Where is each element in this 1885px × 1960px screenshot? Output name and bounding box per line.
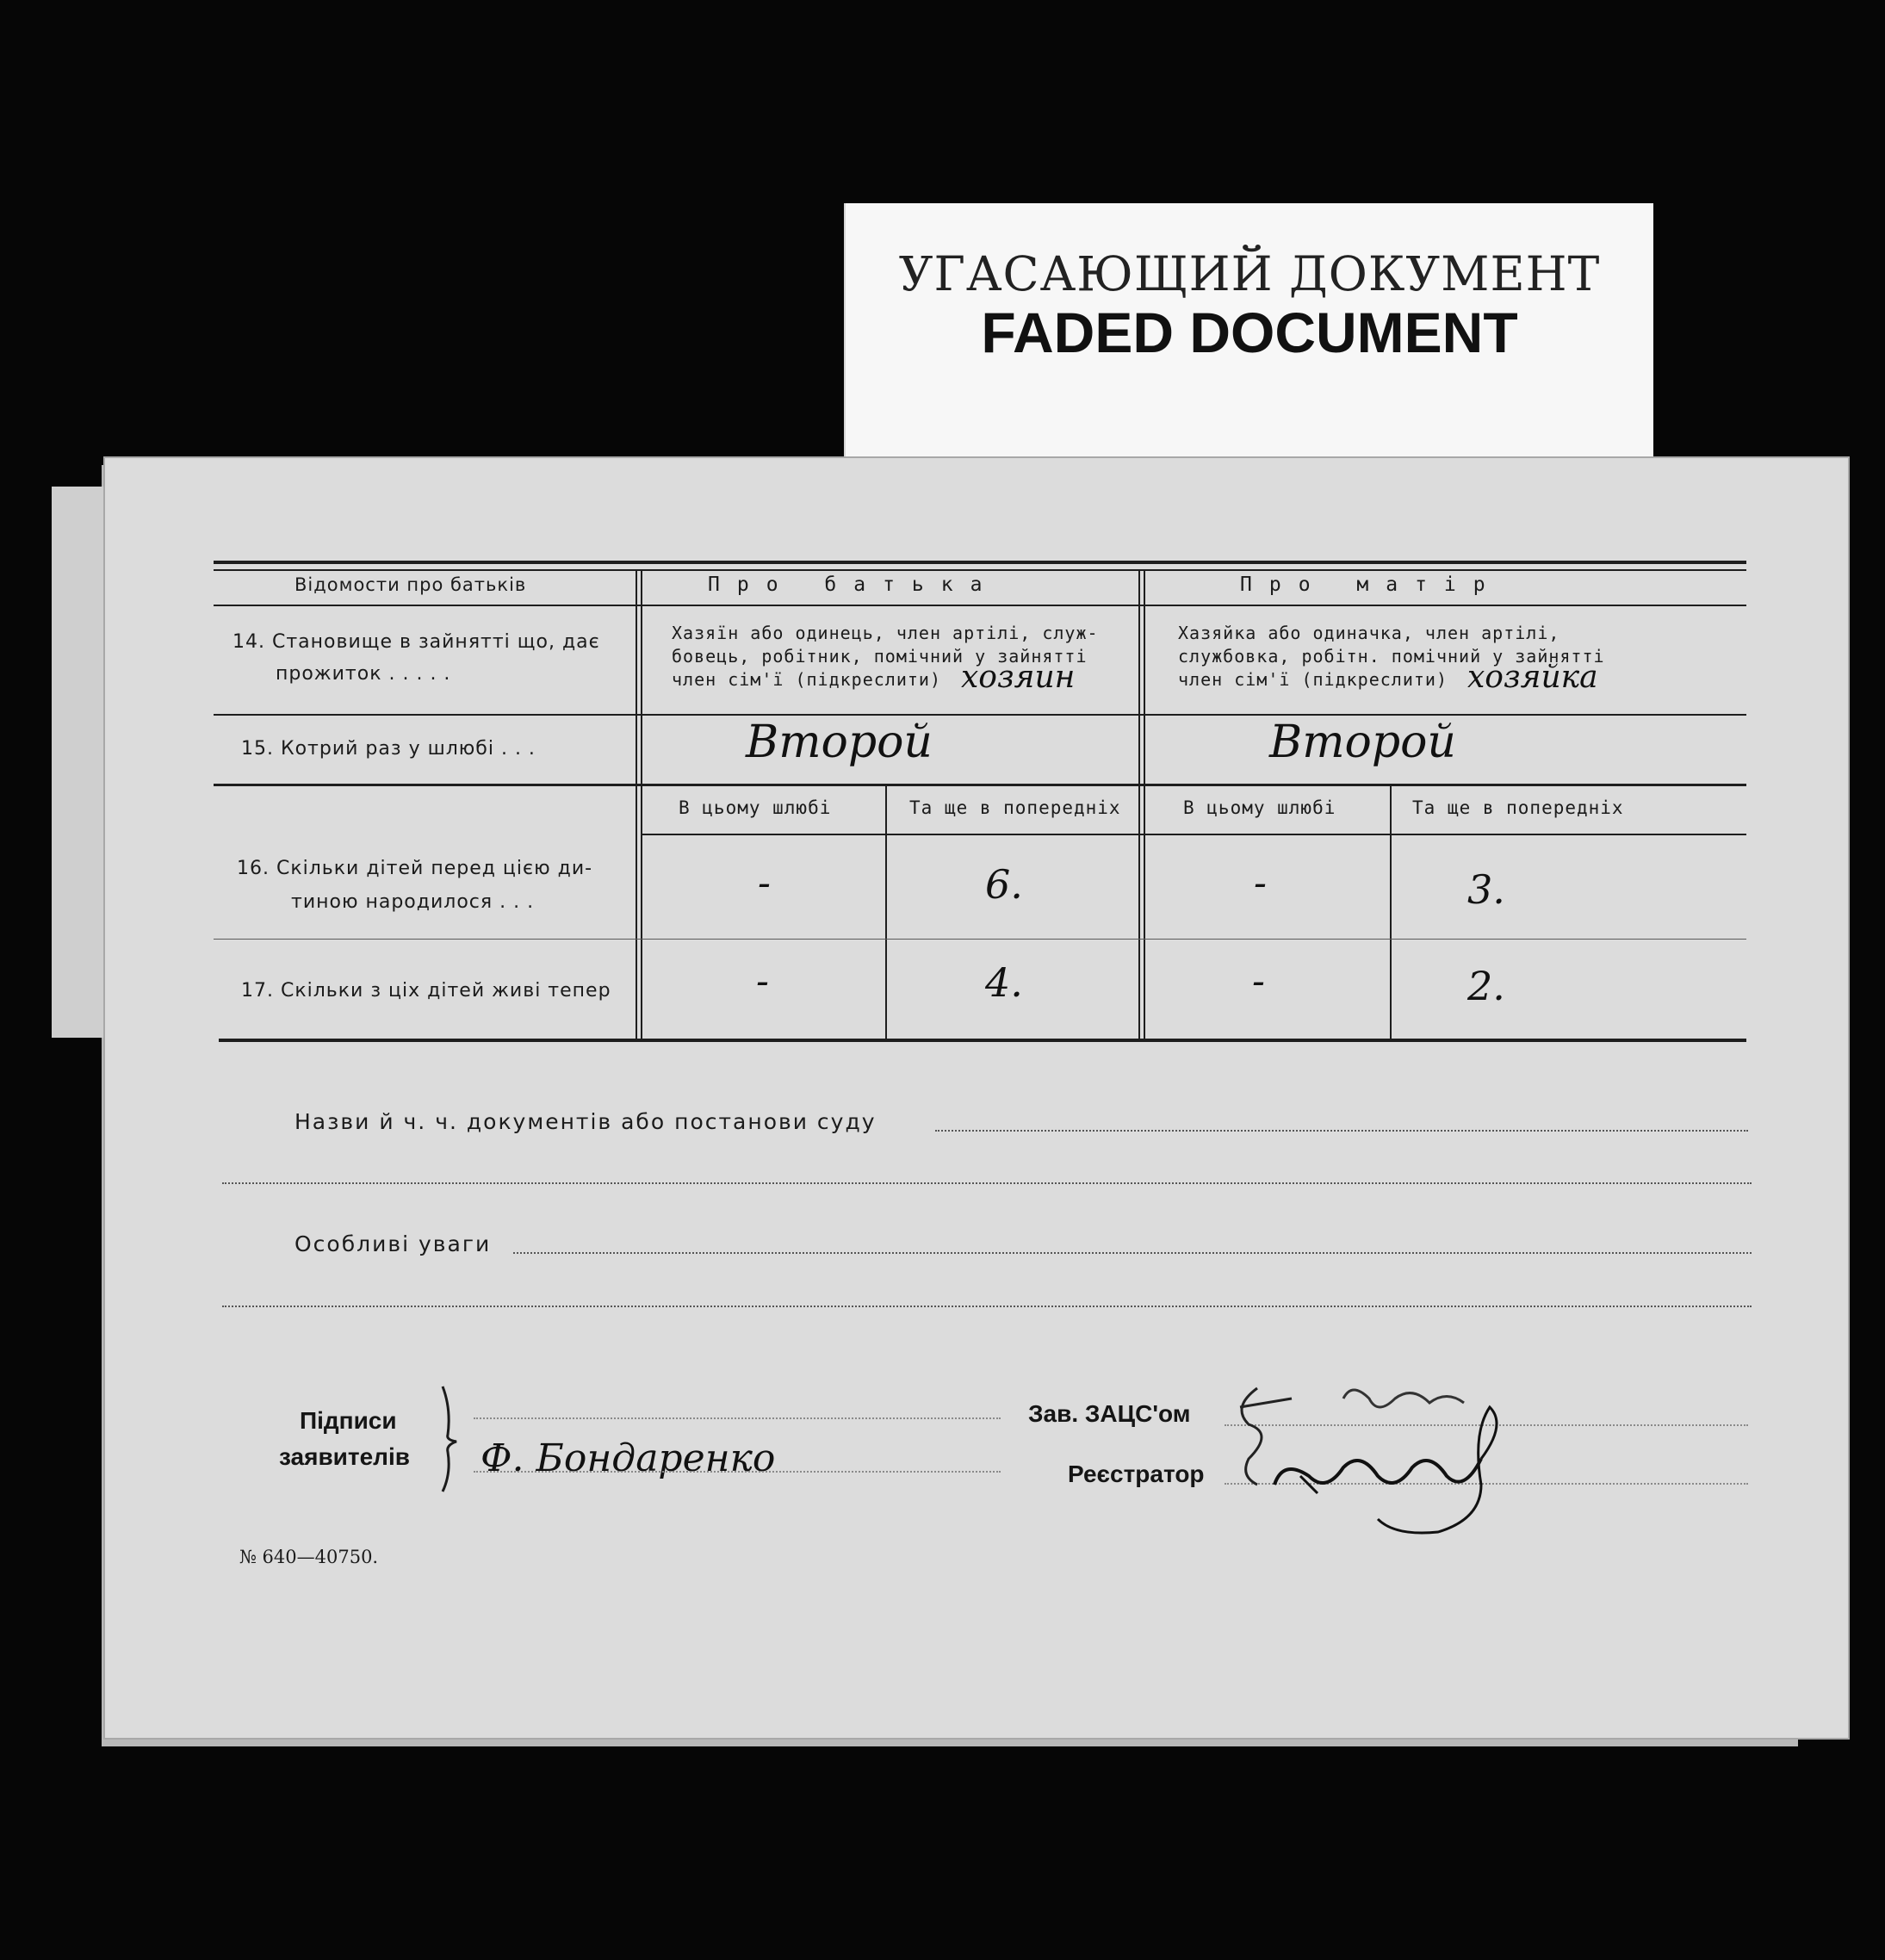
row17-father-prev: 4. xyxy=(985,959,1023,1006)
row16-mother-this: - xyxy=(1254,861,1267,905)
sub-father-this: В цьому шлюбі xyxy=(679,797,832,818)
documents-line-1[interactable] xyxy=(935,1130,1748,1132)
row15-label: 15. Котрий раз у шлюбі . . . xyxy=(241,738,536,760)
row14-mother-2: службовка, робітн. помічний у зайнятті xyxy=(1178,646,1605,667)
subheader-rule xyxy=(642,834,1746,835)
sub-mother-this: В цьому шлюбі xyxy=(1183,797,1336,818)
row16-label-1: 16. Скільки дітей перед цією ди- xyxy=(237,858,593,879)
header-mother: Про матір xyxy=(1240,574,1503,596)
row17-label: 17. Скільки з ціх дітей живі тепер xyxy=(241,980,611,1002)
row14-mother-3: член сім'ї (підкреслити) xyxy=(1178,669,1448,690)
table-bottom-rule xyxy=(219,1039,1746,1042)
row15-father-handwriting: Второй xyxy=(746,716,933,768)
applicant-line-1[interactable] xyxy=(474,1417,1001,1419)
table-top-rule xyxy=(214,561,1746,564)
official-signatures xyxy=(1223,1373,1550,1545)
documents-label: Назви й ч. ч. документів або постанови суду xyxy=(295,1109,877,1134)
documents-line-2[interactable] xyxy=(222,1182,1752,1184)
applicant-signature: Ф. Бондаренко xyxy=(481,1436,776,1480)
row14-label-1: 14. Становище в зайнятті що, дає xyxy=(233,631,600,653)
header-father: Про батька xyxy=(708,574,1000,596)
vline-father-split xyxy=(885,786,887,1041)
label-english: FADED DOCUMENT xyxy=(981,301,1518,364)
row16-label-2: тиною народилося . . . xyxy=(291,891,535,913)
head-label: Зав. ЗАЦС'ом xyxy=(1028,1400,1191,1427)
row14-father-2: бовець, робітник, помічний у зайнятті xyxy=(672,646,1088,667)
form-number: № 640—40750. xyxy=(239,1547,379,1567)
row14-father-1: Хазяїн або одинець, член артілі, служ- xyxy=(672,623,1099,643)
form-sheet xyxy=(103,456,1850,1740)
applicants-label-1: Підписи xyxy=(300,1407,397,1434)
label-russian: УГАСАЮЩИЙ ДОКУМЕНТ xyxy=(898,246,1601,301)
applicants-brace xyxy=(437,1383,463,1495)
vline-b2 xyxy=(1144,569,1145,1041)
row14-label-2: прожиток . . . . . xyxy=(276,663,451,685)
row16-rule xyxy=(214,939,1746,940)
row14-mother-handwriting: хозяйка xyxy=(1467,660,1598,695)
header-rule xyxy=(214,605,1746,606)
row14-rule xyxy=(214,714,1746,716)
header-parents: Відомости про батьків xyxy=(295,574,527,595)
sub-mother-prev: Та ще в попередніх xyxy=(1412,797,1624,818)
row15-rule xyxy=(214,784,1746,786)
vline-b1 xyxy=(1138,569,1140,1041)
row14-father-handwriting: хозяин xyxy=(961,660,1076,695)
row17-mother-this: - xyxy=(1252,959,1265,1003)
vline-a1 xyxy=(636,569,637,1041)
sub-father-prev: Та ще в попередніх xyxy=(909,797,1121,818)
notes-line-2[interactable] xyxy=(222,1306,1752,1307)
row17-father-this: - xyxy=(756,959,769,1003)
vline-a2 xyxy=(641,569,642,1041)
table-top-rule-2 xyxy=(214,569,1746,571)
row14-father-3: член сім'ї (підкреслити) xyxy=(672,669,941,690)
registrar-label: Реєстратор xyxy=(1068,1461,1205,1487)
row14-mother-1: Хазяйка або одиначка, член артілі, xyxy=(1178,623,1560,643)
notes-line-1[interactable] xyxy=(513,1252,1752,1254)
notes-label: Особливі уваги xyxy=(295,1231,492,1256)
applicants-label-2: заявителів xyxy=(279,1443,410,1470)
applicant-line-2[interactable] xyxy=(474,1471,1001,1473)
row16-father-prev: 6. xyxy=(985,861,1023,908)
vline-mother-split xyxy=(1390,786,1392,1041)
faded-document-label xyxy=(844,203,1653,457)
row17-mother-prev: 2. xyxy=(1467,963,1505,1009)
row16-mother-prev: 3. xyxy=(1467,866,1505,913)
row16-father-this: - xyxy=(758,861,771,905)
row15-mother-handwriting: Второй xyxy=(1269,716,1456,768)
